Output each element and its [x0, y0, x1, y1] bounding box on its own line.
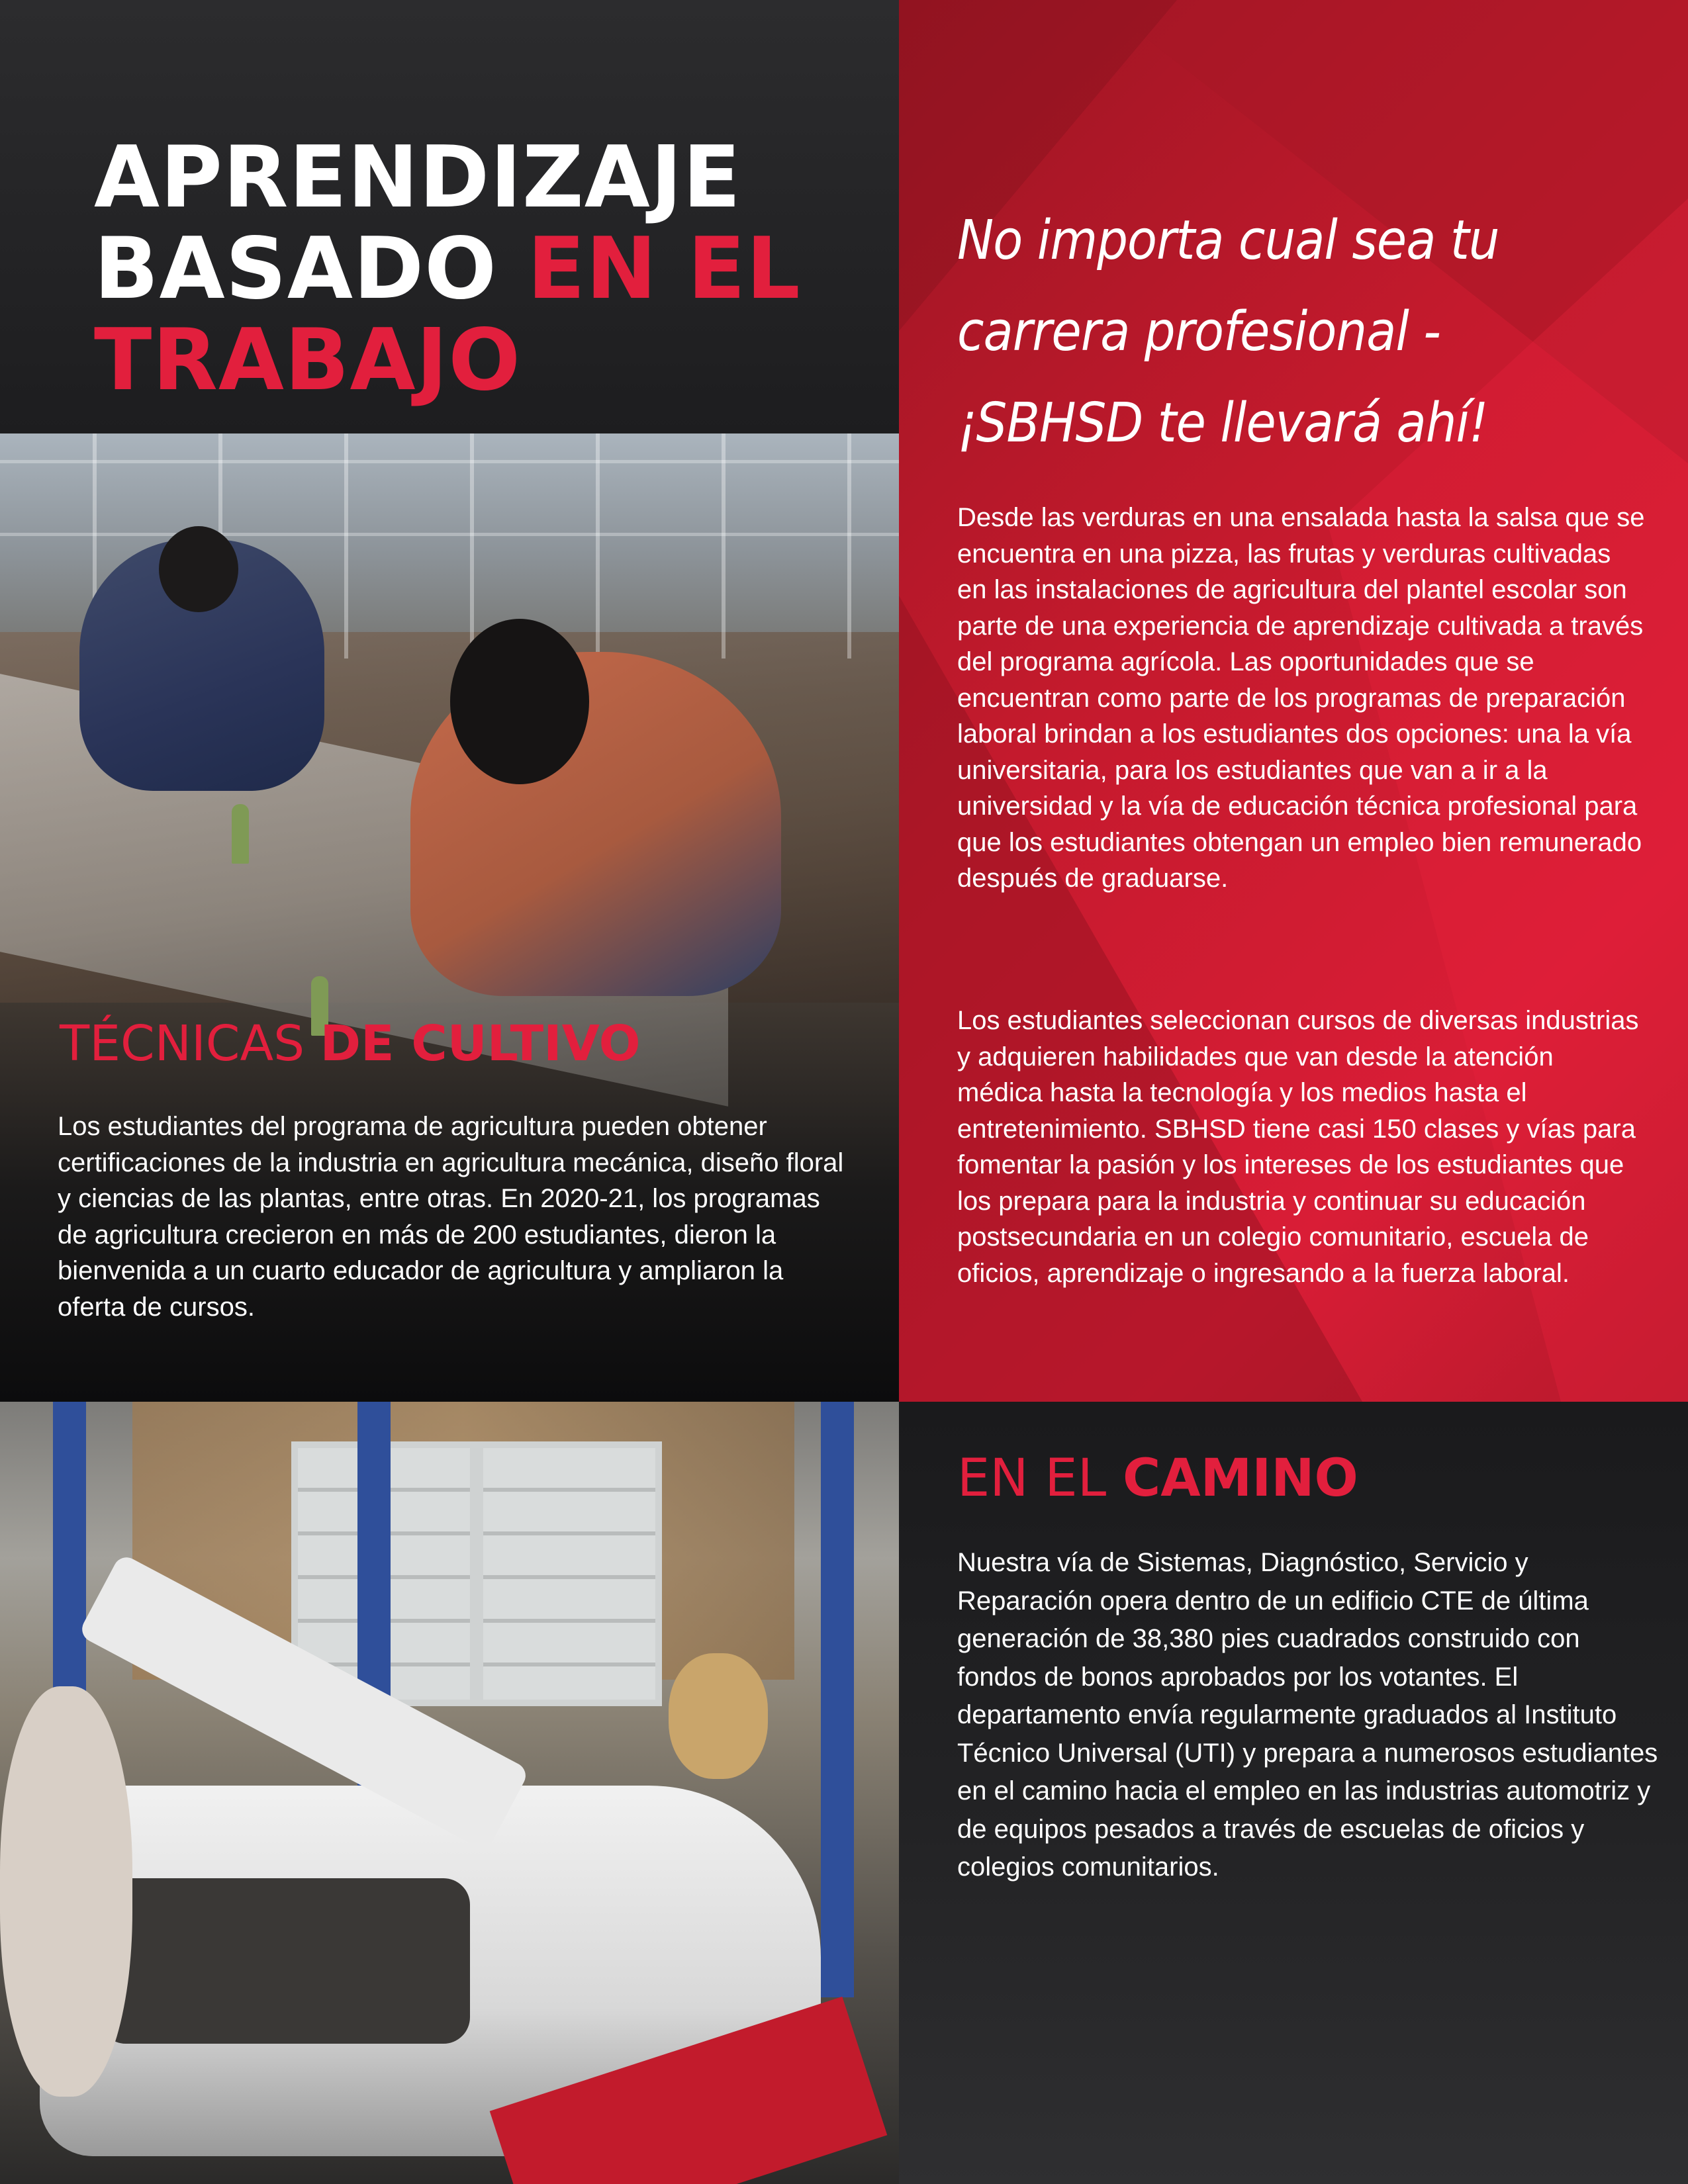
title-line-2-white: BASADO — [94, 220, 528, 318]
page-title — [94, 128, 801, 410]
greenhouse-beam — [0, 460, 899, 463]
engine-bay — [99, 1878, 470, 2044]
tagline — [957, 195, 1659, 469]
auto-shop-photo — [0, 1402, 899, 2184]
title-block — [0, 0, 899, 433]
intro-panel — [899, 0, 1688, 1402]
greenhouse-rib — [344, 433, 348, 659]
camino-heading-thin: EN EL — [957, 1449, 1123, 1508]
tagline-line-1: No importa cual sea tu — [957, 209, 1499, 272]
camino-heading-bold: CAMINO — [1122, 1449, 1358, 1508]
camino-heading — [957, 1449, 1358, 1508]
garage-door — [477, 1441, 662, 1706]
intro-paragraph-2: Los estudiantes seleccionan cursos de diversas industrias y adquieren habilidades que van desde la atención médica hasta la tecnología y los medios hasta el entretenimiento. SBHSD tiene casi 150 clases y vías para fomentar la pasión y los intereses de los estudiantes que los prepara para la industria y continuar su educación postsecundaria en un colegio comunitario, escuela de oficios, aprendizaje o ingresando a la fuerza laboral. — [957, 1006, 1639, 1288]
student-right — [669, 1653, 768, 1779]
student-head — [450, 619, 589, 784]
student-head — [159, 526, 238, 612]
greenhouse-rib — [722, 433, 726, 659]
student-left — [0, 1686, 132, 2097]
title-line-2 — [94, 220, 801, 318]
tagline-line-2: carrera profesional - — [957, 300, 1440, 363]
agriculture-body: Los estudiantes del programa de agricultura pueden obtener certificaciones de la industria en agricultura mecánica, diseño floral y ciencias de las plantas, entre otras. En 2020-21, los programas de agricultura crecieron en más de 200 estudiantes, dieron la bienvenida a un cuarto educador de agricultura y ampliaron la oferta de cursos. — [58, 1112, 844, 1322]
greenhouse-rib — [470, 433, 474, 659]
title-line-1: APRENDIZAJE — [94, 128, 741, 227]
title-line-2-red: EN EL — [527, 220, 801, 318]
agriculture-heading-thin: TÉCNICAS — [60, 1015, 320, 1072]
agriculture-heading — [60, 1016, 641, 1071]
camino-body: Nuestra vía de Sistemas, Diagnóstico, Servicio y Reparación opera dentro de un edificio CTE de última generación de 38,380 pies cuadrados construido con fondos de bonos aprobados por los votantes. El departamento envía regularmente graduados al Instituto Técnico Universal (UTI) y prepara a numerosos estudiantes en el camino hacia el empleo en las industrias automotriz y de equipos pesados a través de escuelas de oficios y colegios comunitarios. — [957, 1548, 1658, 1882]
agriculture-photo — [0, 433, 899, 1402]
camino-panel — [899, 1402, 1688, 2184]
title-line-3: TRABAJO — [94, 311, 521, 410]
greenhouse-beam — [0, 533, 899, 536]
car-lift-post — [821, 1402, 854, 1997]
intro-paragraph-1: Desde las verduras en una ensalada hasta la salsa que se encuentra en una pizza, las frutas y verduras cultivadas en las instalaciones de agricultura del plantel escolar son parte de una experiencia de aprendizaje cultivada a través del programa agrícola. Las oportunidades que se encuentran como parte de los programas de preparación laboral brindan a los estudiantes dos opciones: una la vía universitaria, para los estudiantes que van a ir a la universidad y la vía de educación técnica profesional para que los estudiantes obtengan un empleo bien remunerado después de graduarse. — [957, 503, 1645, 893]
tagline-line-3: ¡SBHSD te llevará ahí! — [957, 392, 1488, 455]
seedling — [232, 804, 249, 864]
greenhouse-rib — [847, 433, 851, 659]
greenhouse-rib — [596, 433, 600, 659]
agriculture-heading-bold: DE CULTIVO — [320, 1015, 641, 1072]
